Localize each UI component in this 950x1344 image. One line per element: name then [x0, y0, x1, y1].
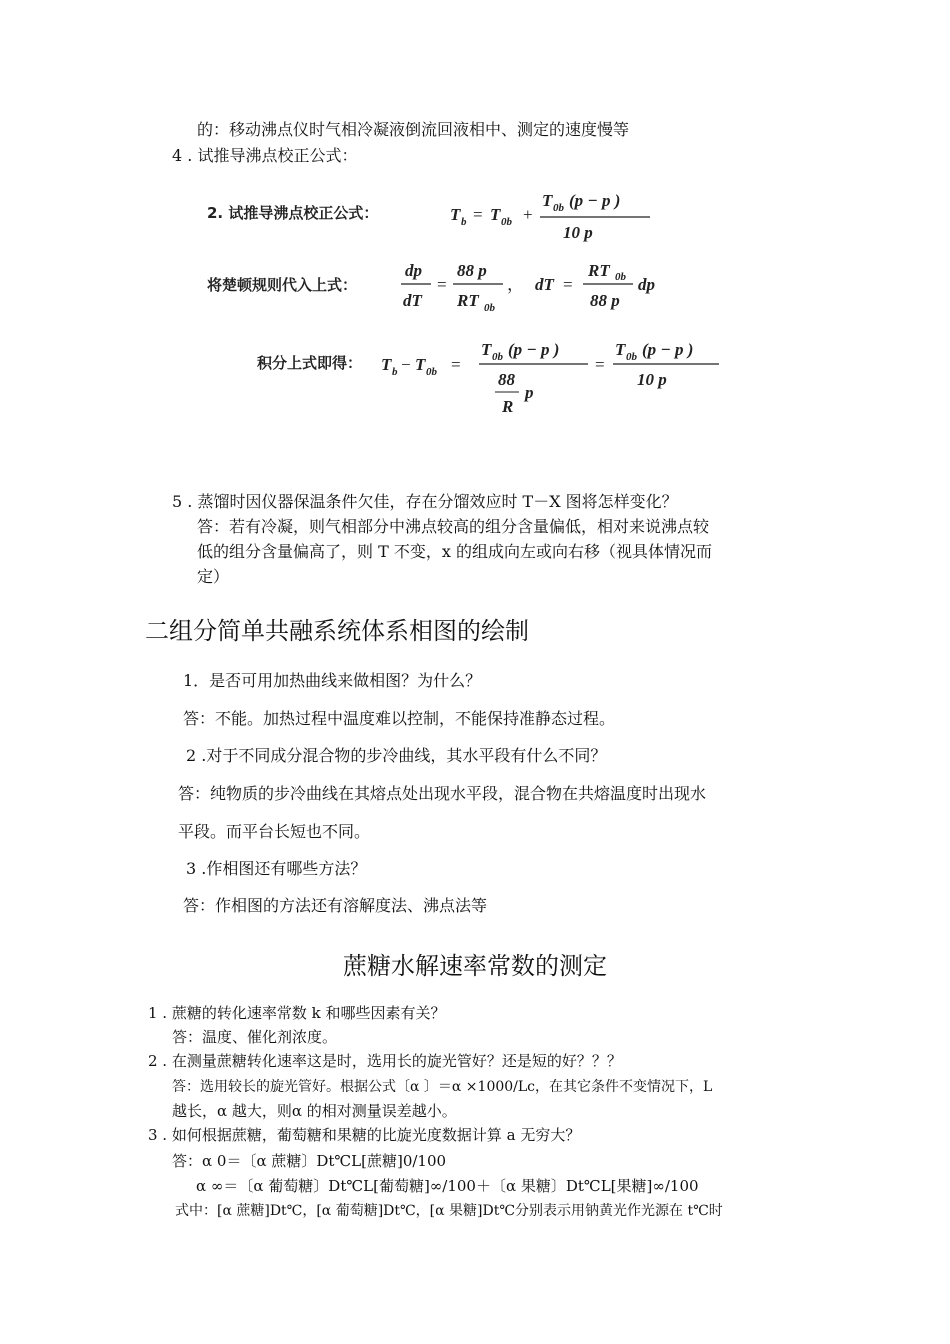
formula-numerator: dp — [405, 261, 422, 280]
sec2-question-3: 3 .作相图还有哪些方法？ — [186, 859, 367, 878]
formula-subscript: b — [461, 216, 467, 228]
sec3-answer-3-line-3: 式中：[α 蔗糖]Dt℃，[α 葡萄糖]Dt℃，[α 果糖]Dt℃分别表示用钠黄光作光源在 t℃时 — [175, 1203, 723, 1219]
formula-symbol: RT — [588, 261, 610, 280]
formula-symbol: p — [525, 383, 534, 402]
formula-line1-label: 2. 试推导沸点校正公式： — [207, 204, 379, 222]
formula-subscript: 0b — [484, 302, 495, 314]
formula-symbol: T — [450, 205, 461, 224]
formula-line3-label: 积分上式即得： — [257, 354, 363, 372]
formula-operator: = — [451, 355, 461, 374]
formula-denominator: dT — [403, 291, 422, 310]
sec2-answer-1: 答：不能。加热过程中温度难以控制，不能保持准静态过程。 — [183, 709, 616, 728]
sec2-question-1: 1．是否可用加热曲线来做相图？为什么？ — [183, 671, 482, 690]
formula-denominator: 10 p — [637, 370, 667, 389]
formula-line2-label: 将楚顿规则代入上式： — [207, 276, 358, 294]
formula-subscript: 0b — [426, 366, 437, 378]
answer-5-line-1: 答：若有冷凝，则气相部分中沸点较高的组分含量偏低，相对来说沸点较 — [197, 517, 710, 536]
formula-operator: = — [437, 275, 447, 294]
formula-symbol: T — [381, 355, 392, 374]
sec3-answer-1: 答：温度、催化剂浓度。 — [172, 1028, 338, 1046]
formula-operator: = — [473, 205, 483, 224]
formula-symbol: T — [415, 355, 426, 374]
sec2-question-2: 2 .对于不同成分混合物的步冷曲线，其水平段有什么不同？ — [186, 746, 607, 765]
formula-operator: − — [401, 355, 411, 374]
sec3-answer-2-line-2: 越长，α 越大，则α 的相对测量误差越小。 — [172, 1102, 457, 1120]
boiling-point-correction-formula-image — [195, 180, 735, 430]
formula-operator: = — [563, 275, 573, 294]
formula-numerator: (p − p ) — [642, 340, 694, 359]
formula-denominator: 10 p — [563, 223, 593, 242]
question-4: 4 . 试推导沸点校正公式： — [172, 146, 358, 165]
formula-subscript: 0b — [615, 271, 626, 283]
sec3-answer-2-line-1: 答：选用较长的旋光管好。根据公式〔α 〕＝α ×1000/Lc，在其它条件不变情况下，L — [172, 1079, 713, 1095]
sec3-answer-3-line-1: 答：α 0＝〔α 蔗糖〕Dt℃L[蔗糖]0/100 — [172, 1152, 447, 1170]
formula-operator: = — [595, 355, 605, 374]
section-3-heading: 蔗糖水解速率常数的测定 — [343, 952, 607, 980]
formula-symbol: RT — [457, 291, 479, 310]
formula-subscript: 0b — [626, 351, 637, 363]
formula-comma: ， — [507, 275, 524, 294]
formula-symbol: T — [481, 340, 492, 359]
sec3-question-2: 2 . 在测量蔗糖转化速率这是时，选用长的旋光管好？还是短的好？？？ — [148, 1052, 622, 1070]
formula-subscript: 0b — [553, 202, 564, 214]
formula-symbol: dp — [638, 275, 655, 294]
formula-symbol: T — [615, 340, 626, 359]
sec2-answer-2-line-1: 答：纯物质的步冷曲线在其熔点处出现水平段，混合物在共熔温度时出现水 — [178, 784, 707, 803]
formula-numerator: 88 p — [457, 261, 487, 280]
formula-symbol: T — [490, 205, 501, 224]
formula-symbol: T — [542, 191, 553, 210]
formula-subscript: 0b — [501, 216, 512, 228]
formula-subscript: 0b — [492, 351, 503, 363]
answer-5-line-3: 定） — [197, 567, 230, 586]
formula-numerator: (p − p ) — [569, 191, 621, 210]
section-2-heading: 二组分简单共融系统体系相图的绘制 — [145, 617, 529, 645]
answer-5-line-2: 低的组分含量偏高了，则 T 不变，x 的组成向左或向右移（视具体情况而 — [197, 542, 712, 561]
formula-symbol: dT — [535, 275, 554, 294]
sec3-question-3: 3 . 如何根据蔗糖，葡萄糖和果糖的比旋光度数据计算 a 无穷大？ — [148, 1126, 581, 1144]
formula-operator: + — [523, 205, 533, 224]
sec3-question-1: 1 . 蔗糖的转化速率常数 k 和哪些因素有关？ — [148, 1004, 446, 1022]
formula-denominator: 88 — [498, 370, 515, 389]
text-line: 的：移动沸点仪时气相冷凝液倒流回液相中、测定的速度慢等 — [197, 120, 630, 139]
formula-denominator: 88 p — [590, 291, 620, 310]
formula-subscript: b — [392, 366, 398, 378]
sec2-answer-2-line-2: 平段。而平台长短也不同。 — [178, 822, 371, 841]
question-5: 5 . 蒸馏时因仪器保温条件欠佳，存在分馏效应时 T－X 图将怎样变化？ — [172, 492, 678, 511]
formula-numerator: (p − p ) — [508, 340, 560, 359]
formula-symbol: R — [502, 397, 514, 416]
sec3-answer-3-line-2: α ∞＝〔α 葡萄糖〕Dt℃L[葡萄糖]∞/100＋〔α 果糖〕Dt℃L[果糖]∞/100 — [196, 1177, 699, 1195]
sec2-answer-3: 答：作相图的方法还有溶解度法、沸点法等 — [183, 896, 488, 915]
